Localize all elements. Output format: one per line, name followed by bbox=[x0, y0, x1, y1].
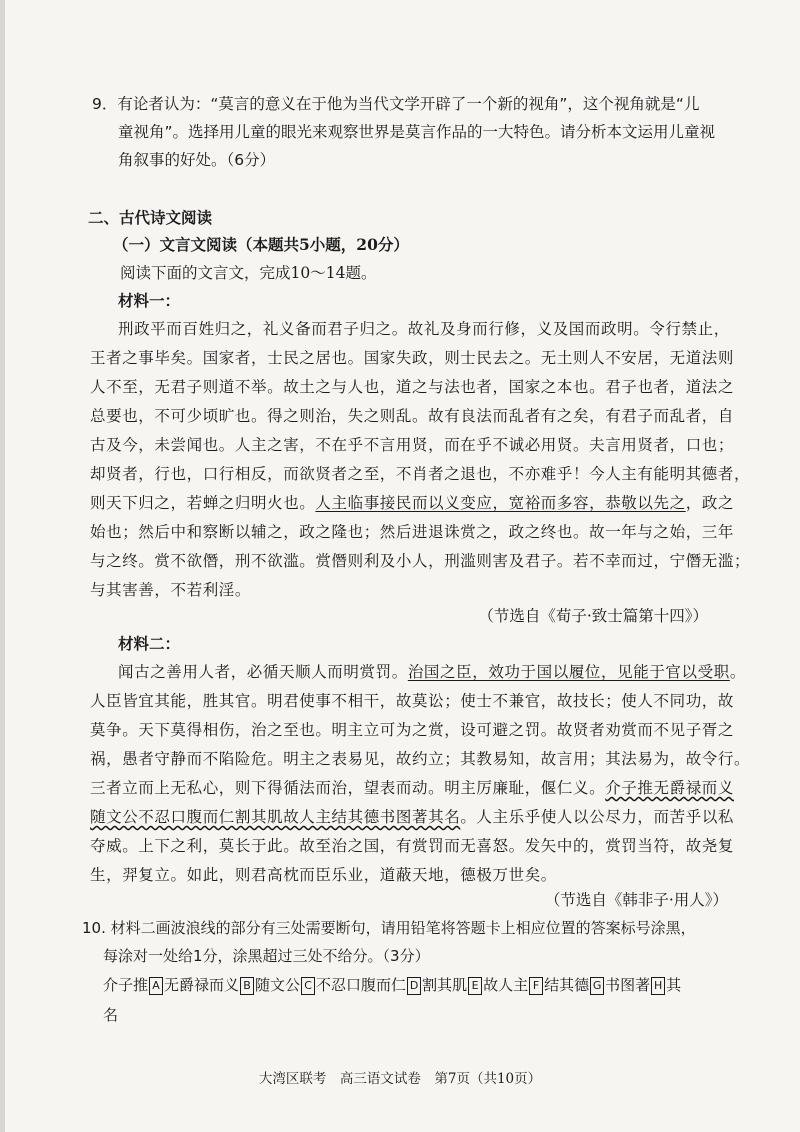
m1-line-1: 刑政平而百姓归之，礼义备而君子归之。故礼及身而行修，义及国而政明。令行禁止， bbox=[118, 320, 730, 338]
m2-line-2: 人臣皆宜其能，胜其官。明君使事不相干，故莫讼；使士不兼官，故技长；使人不同功，故 bbox=[90, 692, 735, 710]
option-d-box[interactable]: D bbox=[407, 977, 421, 995]
m2-source: （节选自《韩非子·用人》） bbox=[544, 891, 728, 909]
m1-line-8: 始也；然后中和察断以辅之，政之隆也；然后进退诛赏之，政之终也。故一年与之始，三年 bbox=[90, 523, 735, 541]
m1-underlined-sentence: 人主临事接民而以义变应，宽裕而多容，恭敬以先之 bbox=[315, 494, 686, 512]
m2-line-7: 夺威。上下之利，莫长于此。故至治之国，有赏罚而无喜怒。发矢中的，赏罚当符，故尧复 bbox=[90, 837, 735, 855]
m2-wavy-part-2: 随文公不忍口腹而仁割其肌故人主结其德书图著其名 bbox=[90, 808, 461, 826]
option-h-box[interactable]: H bbox=[651, 977, 665, 995]
section-instruction: 阅读下面的文言文，完成10～14题。 bbox=[120, 264, 377, 282]
m2-line-6-end: 。人主乐乎使人以公尽力，而苦乎以私 bbox=[460, 808, 735, 826]
option-a-box[interactable]: A bbox=[149, 977, 163, 995]
q10-seg-0: 介子推 bbox=[103, 976, 149, 994]
m2-line-1-end: 。 bbox=[729, 663, 746, 681]
material-2-label: 材料二： bbox=[118, 634, 181, 653]
q10-seg-7: 书图著 bbox=[605, 976, 651, 994]
m2-wavy-part-1: 介子推无爵禄而义 bbox=[605, 779, 735, 797]
m2-underlined-sentence-1: 治国之臣，效功于国以履位，见能于官以受职 bbox=[407, 663, 730, 681]
m1-source: （节选自《荀子·致士篇第十四》） bbox=[478, 607, 708, 625]
q10-line-1: 10. 材料二画波浪线的部分有三处需要断句，请用铅笔将答题卡上相应位置的答案标号涂黑， bbox=[82, 919, 696, 937]
q9-line-2: 童视角”。选择用儿童的眼光来观察世界是莫言作品的一大特色。请分析本文运用儿童视 bbox=[118, 123, 716, 141]
scan-edge bbox=[0, 0, 5, 1132]
m2-line-5 bbox=[90, 777, 734, 799]
q10-line-2: 每涂对一处给1分，涂黑超过三处不给分。（3分） bbox=[103, 947, 430, 965]
page-footer: 大湾区联考 高三语文试卷 第7页（共10页） bbox=[258, 1071, 542, 1087]
q9-line-3: 角叙事的好处。（6分） bbox=[118, 151, 276, 169]
m1-line-3: 人不至，无君子则道不举。故土之与人也，道之与法也者，国家之本也。君子也者，道法之 bbox=[90, 378, 735, 396]
section-title: 二、古代诗文阅读 bbox=[88, 208, 213, 227]
m2-line-8: 生，羿复立。如此，则君高枕而臣乐业，道蔽天地，德极万世矣。 bbox=[90, 866, 557, 884]
m1-line-9: 与之终。赏不欲僭，刑不欲滥。赏僭则利及小人，刑滥则害及君子。若不幸而过，宁僭无滥； bbox=[90, 552, 751, 570]
m2-line-6 bbox=[90, 806, 734, 828]
q10-seg-1: 无爵禄而义 bbox=[164, 976, 240, 994]
section-subtitle: （一）文言文阅读（本题共5小题，20分） bbox=[113, 235, 409, 254]
m1-line-4: 总要也，不可少顷旷也。得之则治，失之则乱。故有良法而乱者有之矣，有君子而乱者，自 bbox=[90, 407, 735, 425]
q10-seg-2: 随文公 bbox=[255, 976, 301, 994]
m2-line-4: 祸，愚者守静而不陷险危。明主之表易见，故约立；其教易知，故言用；其法易为，故令行。 bbox=[90, 750, 751, 768]
option-b-box[interactable]: B bbox=[240, 977, 254, 995]
q10-seg-6: 结其德 bbox=[544, 976, 590, 994]
m1-line-2: 王者之事毕矣。国家者，士民之居也。国家失政，则士民去之。无土则人不安居，无道法则 bbox=[90, 349, 735, 367]
m2-line-3: 莫争。天下莫得相伤，治之至也。明主立可为之赏，设可避之罚。故贤者劝赏而不见子胥之 bbox=[90, 721, 735, 739]
option-f-box[interactable]: F bbox=[529, 977, 543, 995]
m2-line-5-start: 三者立而上无私心，则下得循法而治，望表而动。明主厉廉耻，偃仁义。 bbox=[90, 779, 606, 797]
option-c-box[interactable]: C bbox=[301, 977, 315, 995]
q10-seg-9: 名 bbox=[103, 1006, 119, 1024]
q10-seg-8: 其 bbox=[666, 976, 682, 994]
m1-line-7-end: ，政之 bbox=[685, 494, 735, 512]
m1-line-10: 与其害善，不若利淫。 bbox=[90, 581, 252, 599]
m1-line-7 bbox=[90, 492, 734, 514]
m1-line-6: 却贤者，行也，口行相反，而欲贤者之至，不肖者之退也，不亦难乎！今人主有能明其德者， bbox=[90, 465, 751, 483]
m1-line-5: 古及今，未尝闻也。人主之害，不在乎不言用贤，而在乎不诚必用贤。夫言用贤者，口也； bbox=[90, 436, 735, 454]
m2-line-1-start: 闻古之善用人者，必循天顺人而明赏罚。 bbox=[118, 663, 408, 681]
q10-seg-3: 不忍口腹而仁 bbox=[316, 976, 407, 994]
m1-line-7-start: 则天下归之，若蝉之归明火也。 bbox=[90, 494, 316, 512]
m2-line-1 bbox=[118, 661, 746, 683]
q10-seg-5: 故人主 bbox=[483, 976, 529, 994]
q9-line-1: 9．有论者认为：“莫言的意义在于他为当代文学开辟了一个新的视角”，这个视角就是“儿 bbox=[92, 95, 700, 113]
option-g-box[interactable]: G bbox=[590, 977, 604, 995]
q10-seg-4: 割其肌 bbox=[422, 976, 468, 994]
material-1-label: 材料一： bbox=[118, 291, 181, 310]
option-e-box[interactable]: E bbox=[468, 977, 482, 995]
q10-options-line bbox=[103, 974, 681, 996]
